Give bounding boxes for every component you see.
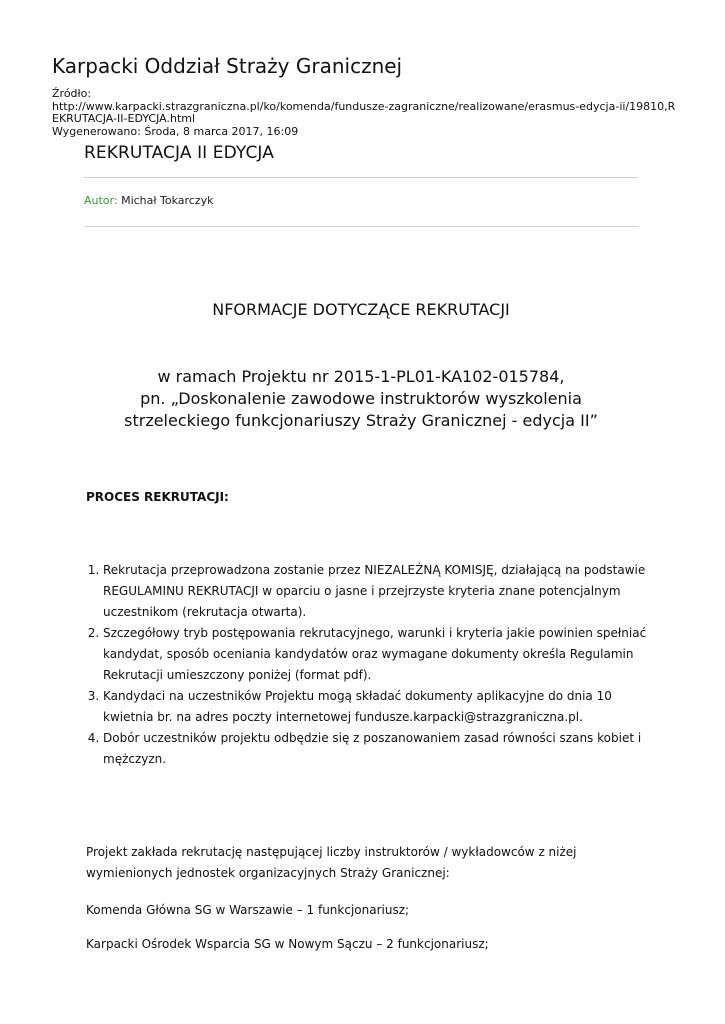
author-line xyxy=(84,194,214,207)
source-label: Źródło: xyxy=(52,87,92,100)
author-name: Michał Tokarczyk xyxy=(121,194,214,207)
paragraph-intro: Projekt zakłada rekrutację następującej liczby instruktorów / wykładowców z niżej wymienionych jednostek organizacyjnych Straży Granicznej: xyxy=(86,845,577,880)
process-heading: PROCES REKRUTACJI: xyxy=(86,490,229,504)
paragraph-unit: Komenda Główna SG w Warszawie – 1 funkcjonariusz; xyxy=(86,903,410,917)
project-line: pn. „Doskonalenie zawodowe instruktorów wyszkolenia xyxy=(140,389,582,408)
list-item: 4. Dobór uczestników projektu odbędzie się z poszanowaniem zasad równości szans kobiet i mężczyzn. xyxy=(103,728,659,770)
site-title: Karpacki Oddział Straży Granicznej xyxy=(52,54,403,78)
document-meta xyxy=(52,88,682,138)
list-item: 1. Rekrutacja przeprowadzona zostanie przez NIEZALEŻNĄ KOMISJĘ, działającą na podstawie REGULAMINU REKRUTACJI w oparciu o jasne i przejrzyste kryteria znane potencjalnym uczestnikom (rekrutacja otwarta). xyxy=(103,560,659,623)
source-url[interactable]: http://www.karpacki.strazgraniczna.pl/ko/komenda/fundusze-zagraniczne/realizowane/erasmus-edycja-ii/19810,REKRUTACJA-II-EDYCJA.html xyxy=(52,99,676,125)
project-description xyxy=(84,366,638,432)
info-heading: NFORMACJE DOTYCZĄCE REKRUTACJI xyxy=(212,300,510,319)
paragraph-unit: Karpacki Ośrodek Wsparcia SG w Nowym Sączu – 2 funkcjonariusz; xyxy=(86,937,489,951)
project-line: strzeleckiego funkcjonariuszy Straży Granicznej - edycja II” xyxy=(124,411,598,430)
recruitment-steps-list xyxy=(86,560,659,770)
divider-bottom xyxy=(84,226,638,227)
divider-top xyxy=(84,177,638,178)
list-item: 2. Szczegółowy tryb postępowania rekrutacyjnego, warunki i kryteria jakie powinien spełniać kandydat, sposób oceniania kandydatów oraz wymagane dokumenty określa Regulamin Rekrutacji umieszczony poniżej (format pdf). xyxy=(103,623,659,686)
list-item: 3. Kandydaci na uczestników Projektu mogą składać dokumenty aplikacyjne do dnia 10 kwietnia br. na adres poczty internetowej fundusze.karpacki@strazgraniczna.pl. xyxy=(103,686,659,728)
article-title: REKRUTACJA II EDYCJA xyxy=(84,143,274,163)
generated-date: Wygenerowano: Środa, 8 marca 2017, 16:09 xyxy=(52,124,299,138)
project-line: w ramach Projektu nr 2015-1-PL01-KA102-015784, xyxy=(157,367,565,386)
author-label: Autor: xyxy=(84,194,118,207)
